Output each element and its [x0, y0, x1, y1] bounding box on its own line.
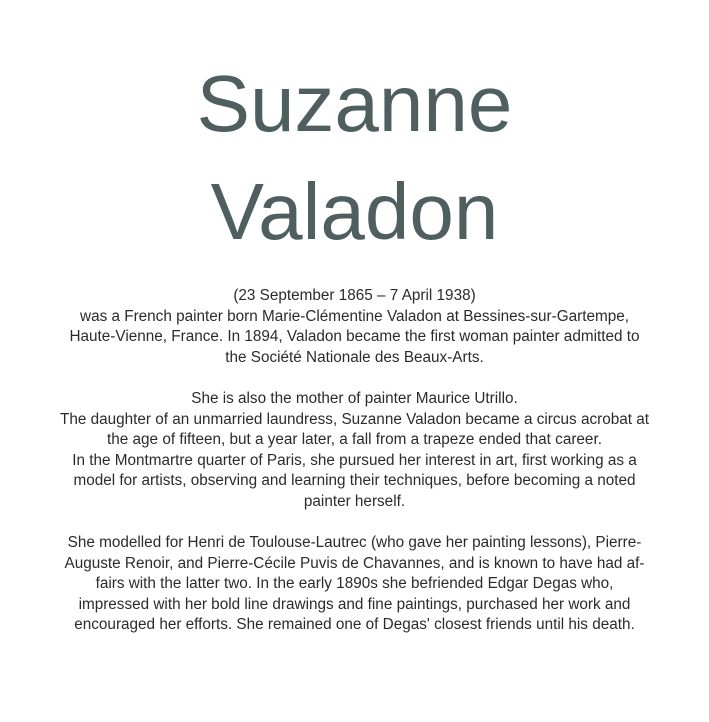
text-line: was a French painter born Marie-Clémentine Valadon at Bessines-sur-Gartempe,: [80, 307, 629, 325]
text-line: impressed with her bold line drawings and fine paintings, purchased her work and: [78, 595, 631, 613]
text-line: fairs with the latter two. In the early 1890s she befriended Edgar Degas who,: [95, 575, 614, 592]
text-line: the age of fifteen, but a year later, a fall from a trapeze ended that career.: [107, 431, 602, 448]
text-line: encouraged her efforts. She remained one of Degas' closest friends until his death.: [74, 616, 635, 633]
text-line: (23 September 1865 – 7 April 1938): [233, 287, 476, 304]
text-line: The daughter of an unmarried laundress, Suzanne Valadon became a circus acrobat at: [59, 410, 649, 428]
text-line: Auguste Renoir, and Pierre-Cécile Puvis de Chavannes, and is known to have had af-: [64, 554, 645, 572]
text-line: model for artists, observing and learning their techniques, before becoming a noted: [73, 472, 636, 489]
paragraph-early-life: [40, 389, 669, 512]
paragraph-spacer: [40, 368, 669, 389]
biography-text: [40, 286, 669, 636]
text-line: In the Montmartre quarter of Paris, she pursued her interest in art, first working as a: [72, 451, 637, 469]
paragraph-spacer: [40, 512, 669, 533]
text-line: painter herself.: [303, 492, 406, 510]
text-line: the Société Nationale des Beaux-Arts.: [225, 348, 484, 366]
paragraph-dates-and-birth: [40, 286, 669, 368]
text-line: She modelled for Henri de Toulouse-Lautrec (who gave her painting lessons), Pierre-: [67, 534, 642, 551]
text-line: She is also the mother of painter Maurice Utrillo.: [191, 390, 518, 407]
page-title-last-name: Valadon: [210, 167, 499, 256]
page-title-first-name: Suzanne: [196, 59, 513, 148]
paragraph-modelling-career: [40, 533, 669, 636]
text-line: Haute-Vienne, France. In 1894, Valadon became the first woman painter admitted to: [69, 328, 640, 345]
